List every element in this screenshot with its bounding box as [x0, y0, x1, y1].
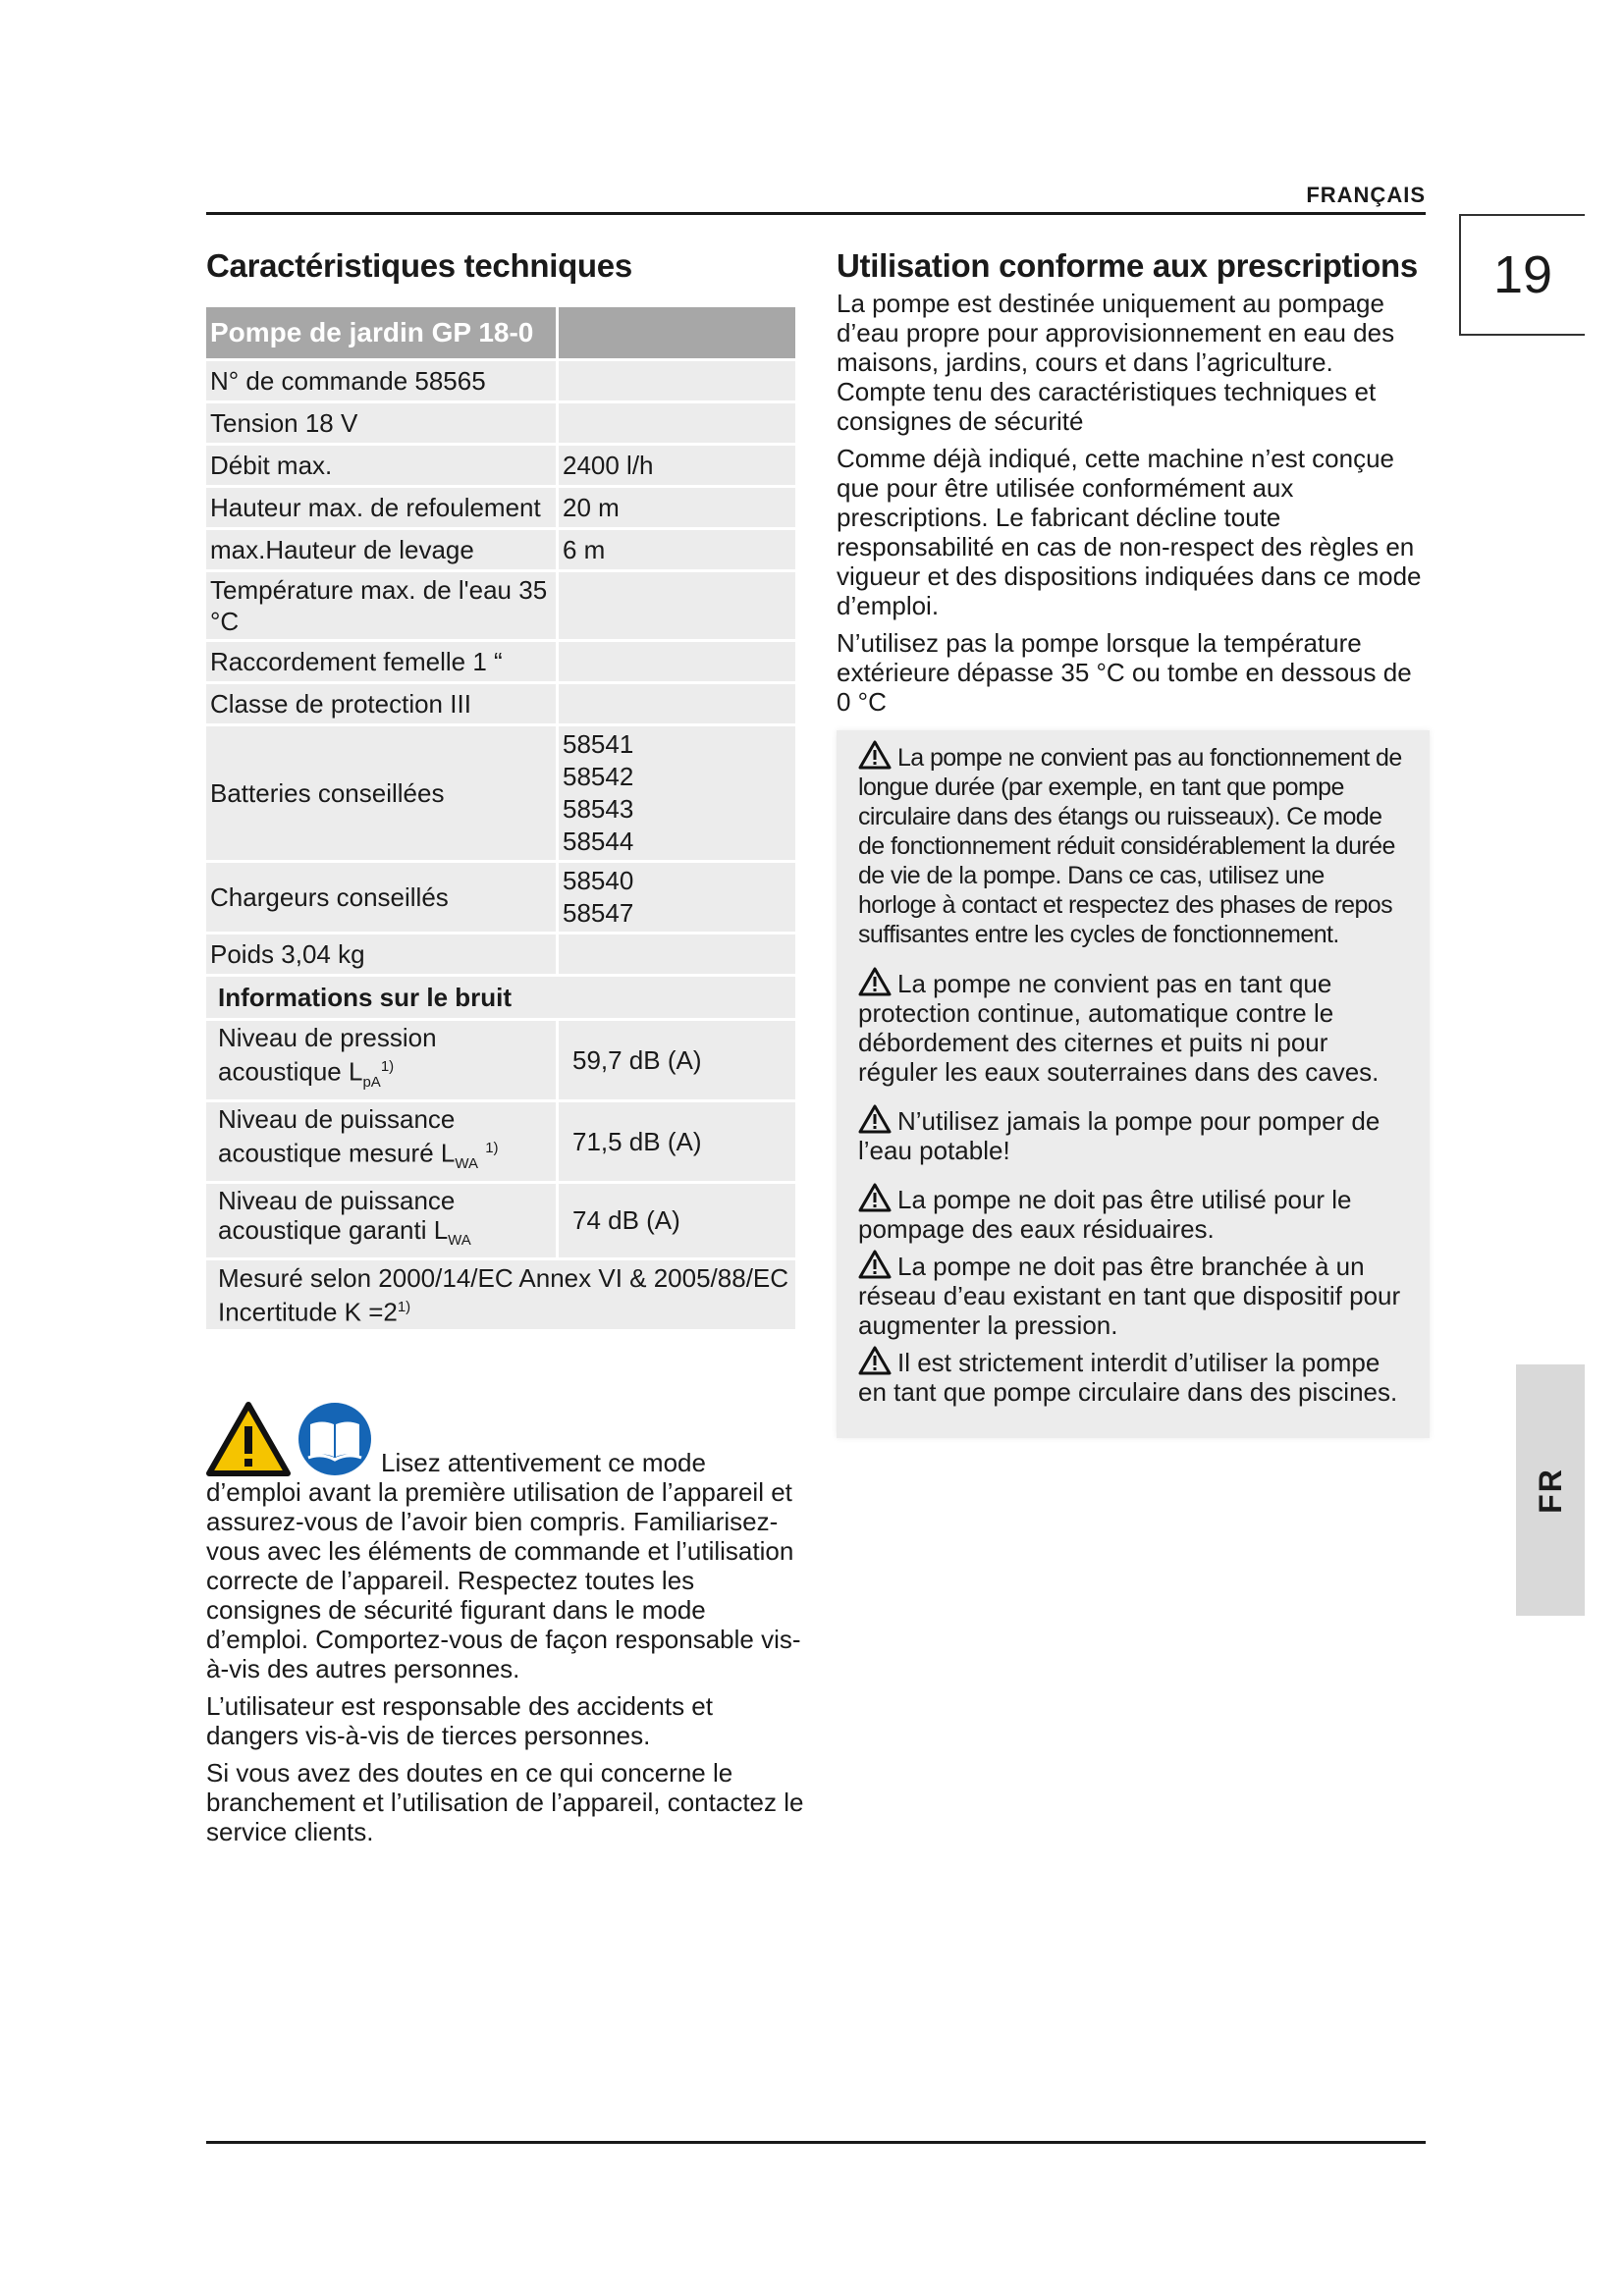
safety-warnings-box [837, 730, 1430, 1438]
table-row: max.Hauteur de levage 6 m [206, 530, 795, 569]
warning-item: La pompe ne convient pas au fonctionnement de longue durée (par exemple, en tant que pompe circulaire dans des étangs ou ruisseaux). Ce mode de fonctionnement réduit considérablement la durée de vie de la pompe. Dans ce cas, utilisez une horloge à contact et respectez des phases de repos suffisantes entre les cycles de fonctionnement. [858, 740, 1408, 949]
specs-table [206, 304, 795, 1332]
warning-icon [858, 740, 892, 770]
intended-use-paragraph: Comme déjà indiqué, cette machine n’est conçue que pour être utilisée conformément aux prescriptions. Le fabricant décline toute responsabilité en cas de non-respect des règles en vigueur et des dispositions indiquées dans ce mode d’emploi. [837, 444, 1422, 620]
batteries-row: Batteries conseillées 58541 58542 58543 58544 [206, 726, 795, 860]
page-number: 19 [1459, 214, 1585, 336]
table-row: Raccordement femelle 1 “ [206, 642, 795, 681]
noise-info-heading: Informations sur le bruit [206, 977, 795, 1018]
right-column [837, 247, 1430, 1438]
warning-item: Il est strictement interdit d’utiliser la pompe en tant que pompe circulaire dans des piscines. [858, 1348, 1398, 1407]
bottom-rule [206, 2141, 1426, 2144]
warning-item: La pompe ne doit pas être branchée à un réseau d’eau existant en tant que dispositif pour augmenter la pression. [858, 1252, 1401, 1340]
language-side-tab [1516, 1364, 1585, 1616]
read-manual-notice: Lisez attentivement ce mode d’emploi avant la première utilisation de l’appareil et assurez-vous de l’avoir bien compris. Familiarisez-vous avec les éléments de commande et l’utilisation correcte de l’appareil. Respectez toutes les consignes de sécurité figurant dans le mode d’emploi. Comportez-vous de façon responsable vis-à-vis des autres personnes. L’utilisateur est responsable des accidents et dangers vis-à-vis de tierces personnes. Si vous avez des doutes en ce qui concerne le branchement et l’utilisation de l’appareil, contactez le service clients. [206, 1401, 805, 1846]
warning-icon [858, 967, 892, 996]
sound-power-measured-row: Niveau de puissance acoustique mesuré $L_{WA}$ $^{1)}$ 71,5 dB (A) [206, 1102, 795, 1181]
intended-use-paragraph: N’utilisez pas la pompe lorsque la température extérieure dépasse 35 °C ou tombe en dessous de 0 °C [837, 628, 1412, 717]
warning-icon [858, 1104, 892, 1134]
sound-power-guaranteed-row: Niveau de puissance acoustique garanti $L_{WA}$ 74 dB (A) [206, 1184, 795, 1257]
language-side-tab-label: FR [1532, 1467, 1568, 1514]
chargers-row: Chargeurs conseillés 58540 58547 [206, 863, 795, 932]
warning-item: La pompe ne doit pas être utilisé pour le pompage des eaux résiduaires. [858, 1185, 1352, 1244]
table-row: N° de commande 58565 [206, 361, 795, 400]
specs-title: Caractéristiques techniques [206, 247, 632, 284]
table-row: Température max. de l'eau 35 °C [206, 572, 795, 639]
warning-triangle-icon [206, 1401, 291, 1477]
intended-use-paragraph: La pompe est destinée uniquement au pompage d’eau propre pour approvisionnement en eau des maisons, jardins, cours et dans l’agriculture. Compte tenu des caractéristiques techniques et consignes de sécurité [837, 289, 1395, 436]
warning-item: La pompe ne convient pas en tant que protection continue, automatique contre le débordement des citernes et puits ni pour réguler les eaux souterraines dans des caves. [858, 969, 1380, 1087]
warning-icon [858, 1250, 892, 1279]
warning-icon [858, 1346, 892, 1375]
intended-use-title: Utilisation conforme aux prescriptions [837, 247, 1418, 284]
table-row: Débit max. 2400 l/h [206, 446, 795, 485]
weight-row: Poids 3,04 kg [206, 934, 795, 974]
specs-table-header [206, 307, 795, 358]
read-manual-icon [297, 1401, 373, 1477]
table-row: Tension 18 V [206, 403, 795, 443]
language-header: FRANÇAIS [1306, 183, 1426, 207]
measurement-standard-row: Mesuré selon 2000/14/EC Annex VI & 2005/88/EC Incertitude $K =2^{1)}$ [206, 1260, 795, 1329]
table-row: Hauteur max. de refoulement 20 m [206, 488, 795, 527]
table-row: Classe de protection III [206, 684, 795, 723]
sound-pressure-row: Niveau de pression acoustique $L_{pA}^{1)}$ 59,7 dB (A) [206, 1021, 795, 1099]
warning-item: N’utilisez jamais la pompe pour pomper de l’eau potable! [858, 1106, 1380, 1165]
left-column [206, 247, 805, 1854]
top-rule [206, 212, 1426, 215]
warning-icon [858, 1183, 892, 1212]
specs-table-header-title: Pompe de jardin GP 18-0 [206, 307, 559, 358]
